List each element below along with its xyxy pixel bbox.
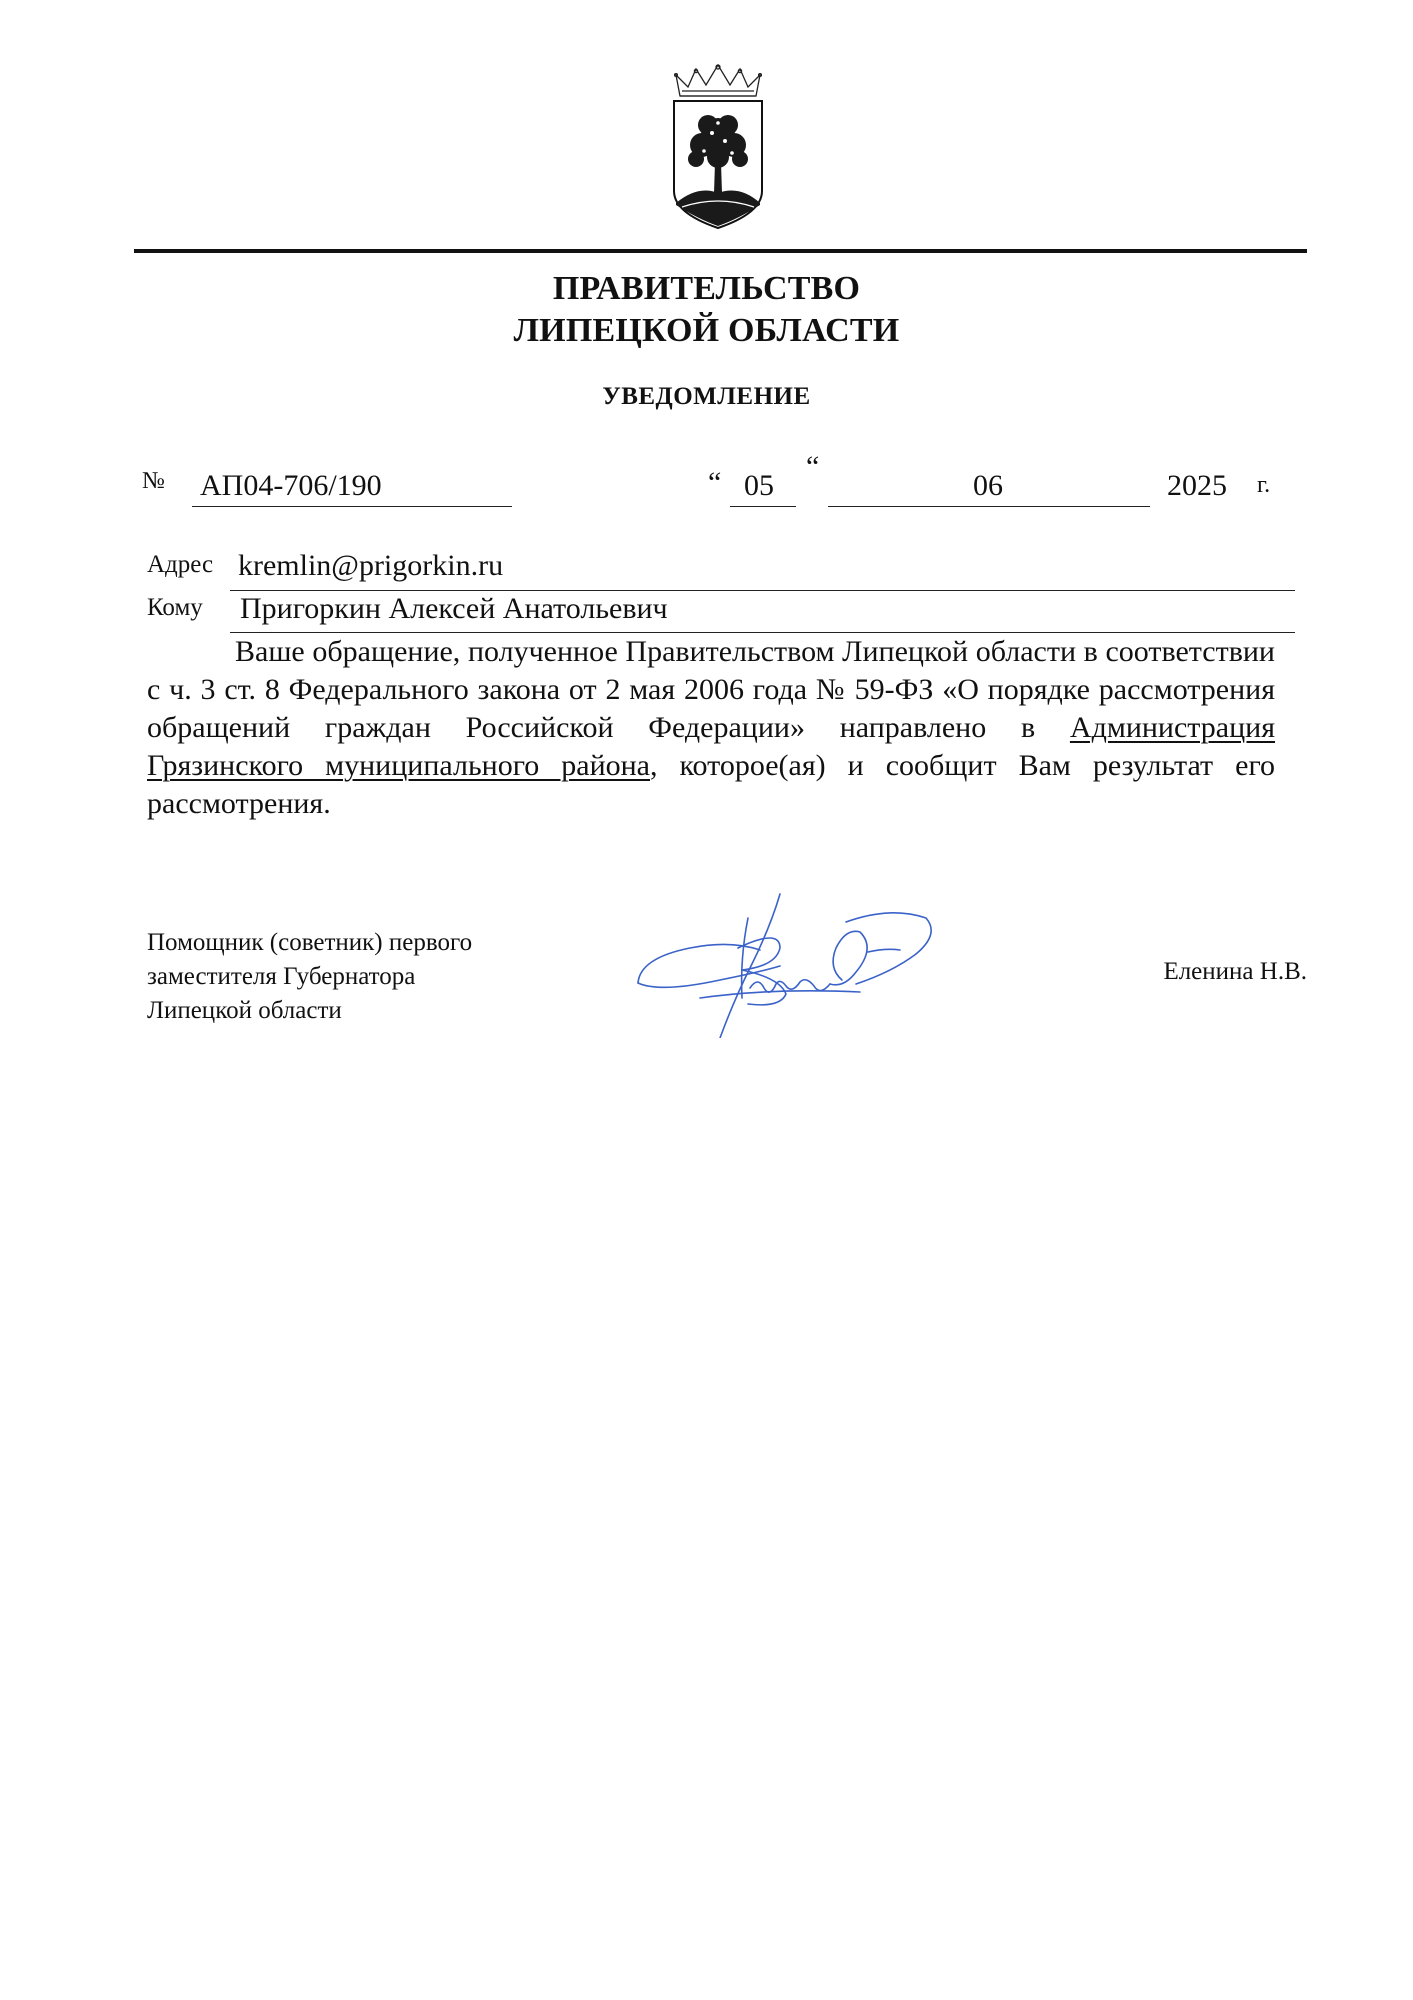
document-type: УВЕДОМЛЕНИЕ — [602, 383, 811, 410]
forwarded-organization: Администрация Грязинского муниципального района — [147, 711, 1275, 782]
notification-body — [147, 633, 1275, 823]
organization-name-line-2: ЛИПЕЦКОЙ ОБЛАСТИ — [513, 312, 900, 349]
handwritten-signature — [630, 888, 940, 1038]
date-month-underline — [828, 506, 1150, 507]
signatory-position — [147, 926, 472, 1028]
registration-number: АП04-706/190 — [200, 469, 382, 502]
year-suffix: г. — [1257, 472, 1271, 498]
date-year: 2025 — [1167, 469, 1227, 502]
body-paragraph — [147, 633, 1275, 823]
date-open-quote: “ — [708, 466, 722, 499]
registration-number-underline — [192, 506, 512, 507]
address-underline — [230, 590, 1295, 591]
signatory-position-line-2: заместителя Губернатора — [147, 963, 416, 990]
recipient-label: Кому — [147, 594, 203, 621]
signer-name: Еленина Н.В. — [1163, 958, 1307, 985]
address-value: kremlin@prigorkin.ru — [238, 549, 504, 582]
body-text-before: Ваше обращение, полученное Правительством Липецкой области в соответствии с ч. 3 ст. 8 Федерального закона от 2 мая 2006 года № 59-ФЗ «О порядке рассмотрения обращений граждан Российской Федерации» направлено в — [147, 635, 1275, 744]
organization-name-line-1: ПРАВИТЕЛЬСТВО — [552, 270, 861, 307]
body-text-after: , которое(ая) и сообщит Вам результат его рассмотрения. — [147, 749, 1275, 820]
date-month: 06 — [973, 469, 1003, 502]
address-label: Адрес — [147, 551, 214, 578]
date-day-underline — [730, 506, 796, 507]
recipient-value: Пригоркин Алексей Анатольевич — [240, 592, 668, 625]
signatory-position-line-1: Помощник (советник) первого — [147, 929, 473, 956]
date-close-quote: “ — [806, 450, 820, 483]
date-day: 05 — [744, 469, 774, 502]
number-label: № — [142, 468, 165, 494]
header-divider — [134, 249, 1307, 253]
lipetsk-coat-of-arms-icon — [668, 63, 768, 233]
signatory-position-line-3: Липецкой области — [147, 997, 342, 1024]
